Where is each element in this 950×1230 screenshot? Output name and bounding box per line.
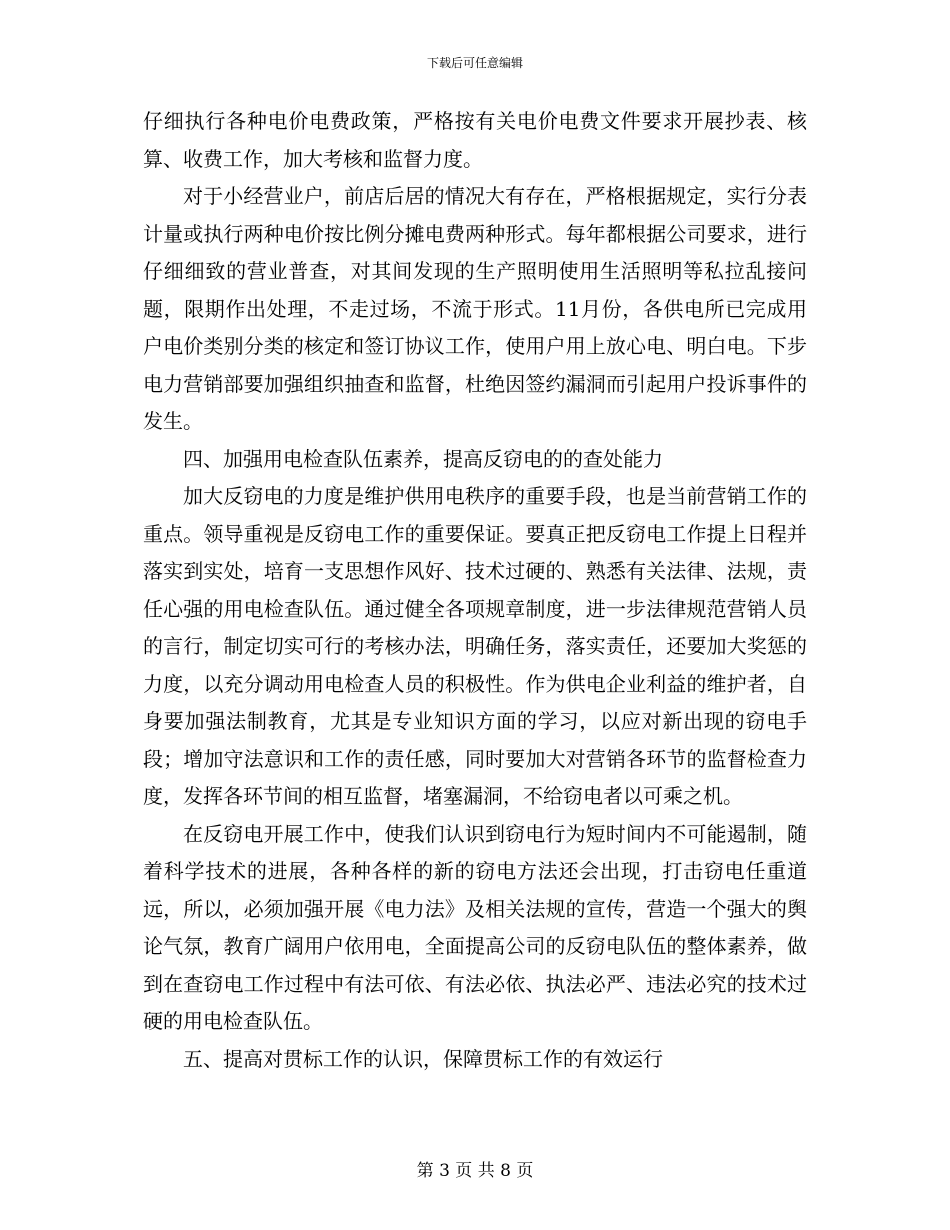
paragraph: 在反窃电开展工作中，使我们认识到窃电行为短时间内不可能遏制，随着科学技术的进展，各种各样的新的窃电方法还会出现，打击窃电任重道远，所以，必须加强开展《电力法》及相关法规的宣传，营造一个强大的舆论气氛，教育广阔用户依用电，全面提高公司的反窃电队伍的整体素养，做到在查窃电工作过程中有法可依、有法必依、执法必严、违法必究的技术过硬的用电检查队伍。 — [143, 821, 807, 1033]
paragraph: 对于小经营业户，前店后居的情况大有存在，严格根据规定，实行分表计量或执行两种电价按比例分摊电费两种形式。每年都根据公司要求，进行仔细细致的营业普查，对其间发现的生产照明使用生活照明等私拉乱接问题，限期作出处理，不走过场，不流于形式。11月份，各供电所已完成用户电价类别分类的核定和签订协议工作，使用户用上放心电、明白电。下步电力营销部要加强组织抽查和监督，杜绝因签约漏洞而引起用户投诉事件的发生。 — [143, 184, 807, 433]
section-heading: 四、加强用电检查队伍素养，提高反窃电的的查处能力 — [183, 446, 663, 471]
section-heading: 五、提高对贯标工作的认识，保障贯标工作的有效运行 — [183, 1046, 663, 1071]
paragraph: 加大反窃电的力度是维护供用电秩序的重要手段，也是当前营销工作的重点。领导重视是反窃电工作的重要保证。要真正把反窃电工作提上日程并落实到实处，培育一支思想作风好、技术过硬的、熟悉有关法律、法规，责任心强的用电检查队伍。通过健全各项规章制度，进一步法律规范营销人员的言行，制定切实可行的考核办法，明确任务，落实责任，还要加大奖惩的力度，以充分调动用电检查人员的积极性。作为供电企业利益的维护者，自身要加强法制教育，尤其是专业知识方面的学习，以应对新出现的窃电手段；增加守法意识和工作的责任感，同时要加大对营销各环节的监督检查力度，发挥各环节间的相互监督，堵塞漏洞，不给窃电者以可乘之机。 — [143, 484, 807, 808]
document-body — [143, 103, 807, 1078]
page-footer: 第 3 页 共 8 页 — [416, 1161, 534, 1181]
paragraph-continued: 仔细执行各种电价电费政策，严格按有关电价电费文件要求开展抄表、核算、收费工作，加大考核和监督力度。 — [143, 109, 807, 171]
page-header: 下载后可任意编辑 — [426, 56, 523, 70]
